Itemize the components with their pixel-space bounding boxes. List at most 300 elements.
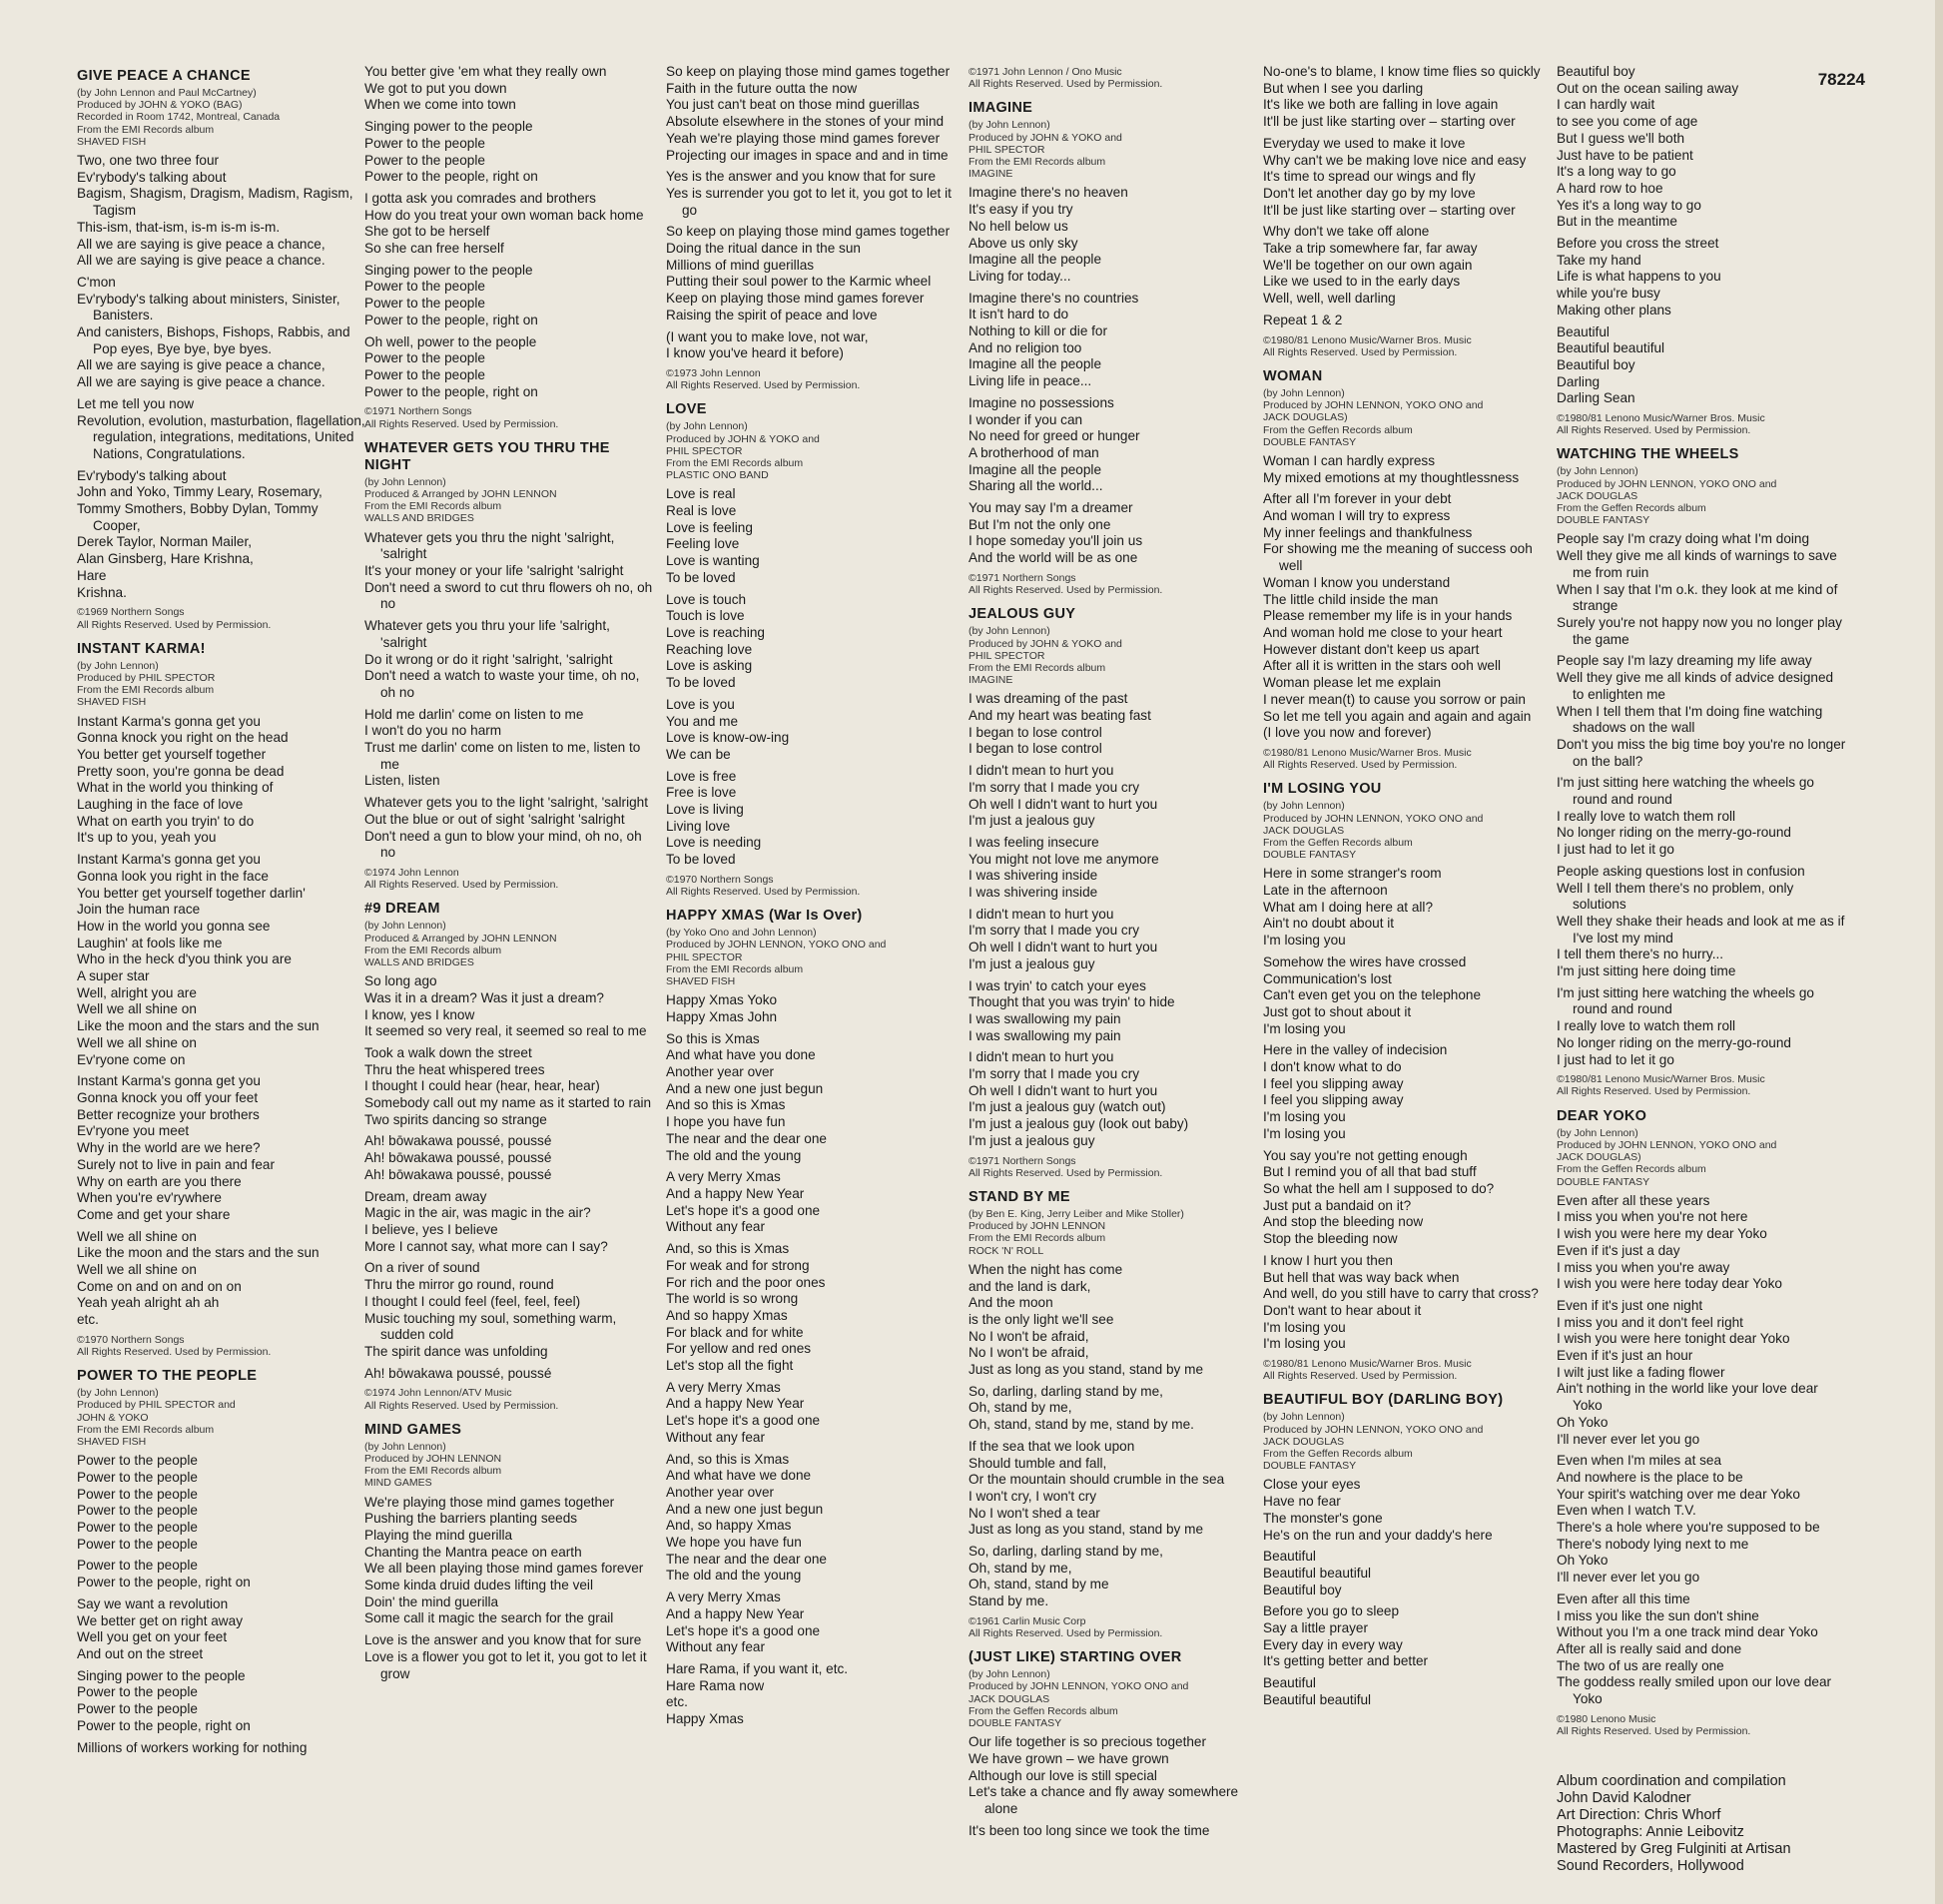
lyric-line: I was dreaming of the past (969, 691, 1128, 707)
lyric-line: It's time to spread our wings and fly (1263, 169, 1476, 185)
lyric-line: Even if it's just one night (1557, 1297, 1703, 1313)
lyric-line: Life is what happens to you (1557, 269, 1721, 285)
lyric-line: Communication's lost (1263, 970, 1392, 986)
lyric-line: Well they give me all kinds of warnings to save me from ruin (1557, 548, 1837, 580)
lyric-line: It's a long way to go (1557, 164, 1676, 180)
lyric-line: My mixed emotions at my thoughtlessness (1263, 469, 1520, 485)
lyric-line: After all it is written in the stars ooh well (1263, 658, 1501, 674)
lyric-stanza (666, 1661, 958, 1728)
lyric-stanza (666, 64, 958, 164)
lyric-line: Power to the people (77, 1701, 198, 1717)
lyric-stanza (77, 1073, 368, 1223)
lyric-line: There's nobody lying next to me (1557, 1536, 1749, 1552)
lyric-line: Revolution, evolution, masturbation, flagellation, regulation, integrations, meditations, United Nations, Congratulations. (77, 412, 365, 461)
lyric-stanza (364, 1133, 656, 1183)
copyright-notice: ©1974 John Lennon/ATV Music All Rights Reserved. Used by Permission. (364, 1387, 559, 1412)
lyric-stanza (969, 185, 1260, 285)
lyric-line: No I won't be afraid, (969, 1328, 1089, 1344)
lyric-line: Love is living (666, 802, 744, 818)
lyric-line: Beautiful beautiful (1263, 1565, 1372, 1581)
lyric-stanza (1557, 775, 1848, 859)
lyric-stanza (364, 1495, 656, 1628)
lyric-line: When I say that I'm o.k. they look at me kind of strange (1557, 581, 1838, 614)
lyric-line: I know I hurt you then (1263, 1252, 1393, 1268)
lyric-stanza (1263, 313, 1555, 329)
copyright-notice: ©1980/81 Lenono Music/Warner Bros. Music All Rights Reserved. Used by Permission. (1263, 746, 1472, 772)
lyric-line: Well we all shine on (77, 1228, 197, 1244)
lyric-line: Should tumble and fall, (969, 1455, 1107, 1471)
lyric-stanza (1263, 491, 1555, 742)
lyric-stanza (1263, 1042, 1555, 1142)
lyric-stanza (364, 334, 656, 401)
lyric-line: What on earth you tryin' to do (77, 813, 255, 829)
lyric-line: I wilt just like a fading flower (1557, 1364, 1725, 1380)
lyric-line: I miss you and it don't feel right (1557, 1314, 1743, 1330)
lyric-line: When I tell them that I'm doing fine watching shadows on the wall (1557, 703, 1823, 736)
lyric-line: Even if it's just a day (1557, 1242, 1680, 1258)
lyric-line: Like we used to in the early days (1263, 274, 1461, 290)
lyric-line: I just had to let it go (1557, 1051, 1674, 1067)
lyric-line: I believe, yes I believe (364, 1222, 498, 1237)
lyric-line: No-one's to blame, I know time flies so quickly (1263, 64, 1541, 79)
lyric-line: I wish you were here today dear Yoko (1557, 1276, 1782, 1292)
lyric-line: Can't even get you on the telephone (1263, 987, 1481, 1003)
lyric-line: I won't cry, I won't cry (969, 1488, 1097, 1504)
lyric-line: You say you're not getting enough (1263, 1147, 1468, 1163)
lyric-line: I just had to let it go (1557, 842, 1674, 858)
song-block (1557, 64, 1848, 436)
lyric-line: You may say I'm a dreamer (969, 500, 1133, 516)
lyric-line: Don't need a gun to blow your mind, oh no, oh no (364, 828, 642, 861)
lyric-line: I know you've heard it before) (666, 345, 844, 361)
lyric-line: C'mon (77, 274, 116, 290)
lyric-line: Hare Rama, if you want it, etc. (666, 1660, 849, 1676)
lyric-stanza (969, 1734, 1260, 1818)
song-block (666, 401, 958, 898)
lyric-line: I thought I could feel (feel, feel, feel) (364, 1293, 581, 1309)
song-block (969, 1189, 1260, 1639)
lyric-stanza (77, 852, 368, 1068)
lyric-line: Even if it's just an hour (1557, 1348, 1693, 1364)
lyric-stanza (77, 153, 368, 270)
lyric-line: Don't need a sword to cut thru flowers oh no, oh no (364, 579, 653, 612)
lyric-line: Some kinda druid dudes lifting the veil (364, 1578, 593, 1593)
lyric-stanza (666, 592, 958, 692)
song-block (666, 64, 958, 391)
lyric-line: I'm just a jealous guy (969, 813, 1095, 829)
lyric-line: And my heart was beating fast (969, 708, 1151, 724)
lyric-line: We'll be together on our own again (1263, 257, 1473, 273)
lyric-line: And the world will be as one (969, 550, 1138, 566)
lyric-line: I'm just sitting here watching the wheels go round and round (1557, 775, 1814, 808)
lyric-line: I'm losing you (1263, 1125, 1346, 1141)
lyric-line: I wonder if you can (969, 411, 1083, 427)
lyric-line: Why can't we be making love nice and easy (1263, 152, 1527, 168)
lyric-line: Oh Yoko (1557, 1553, 1609, 1569)
song-title: JEALOUS GUY (969, 606, 1076, 623)
lyric-line: Two spirits dancing so strange (364, 1111, 547, 1127)
song-title: GIVE PEACE A CHANCE (77, 68, 251, 84)
lyric-line: I was shivering inside (969, 868, 1098, 884)
lyric-line: I wish you were here my dear Yoko (1557, 1226, 1767, 1242)
lyric-line: Ev'rybody's talking about (77, 467, 227, 483)
lyric-line: Imagine there's no countries (969, 290, 1139, 306)
lyric-line: Yeah yeah alright ah ah (77, 1295, 220, 1311)
lyric-stanza (666, 486, 958, 586)
lyric-line: It's up to you, yeah you (77, 830, 217, 846)
song-credits: (by John Lennon) Produced by JOHN & YOKO and PHIL SPECTOR From the EMI Records album IMAGINE (969, 119, 1122, 181)
lyric-stanza (1263, 224, 1555, 308)
lyric-stanza (364, 1189, 656, 1256)
song-credits: (by John Lennon) Produced by PHIL SPECTOR From the EMI Records album SHAVED FISH (77, 659, 216, 709)
copyright-notice: ©1971 Northern Songs All Rights Reserved. Used by Permission. (969, 571, 1163, 597)
lyric-line: Without any fear (666, 1639, 765, 1655)
lyric-line: I feel you slipping away (1263, 1075, 1404, 1091)
lyric-line: A super star (77, 968, 150, 984)
lyric-line: Darling Sean (1557, 390, 1635, 406)
lyric-line: is the only light we'll see (969, 1311, 1114, 1327)
lyric-line: Like the moon and the stars and the sun (77, 1018, 320, 1034)
song-credits: (by John Lennon) Produced by PHIL SPECTOR and JOHN & YOKO From the EMI Records album SHAVED FISH (77, 1387, 236, 1449)
lyric-stanza (666, 1589, 958, 1656)
lyric-line: Love is know-ow-ing (666, 730, 790, 746)
lyric-line: Take my hand (1557, 252, 1641, 268)
lyric-line: Beautiful beautiful (1557, 340, 1665, 356)
lyric-line: The near and the dear one (666, 1551, 827, 1567)
lyric-line: But hell that was way back when (1263, 1269, 1460, 1285)
lyric-line: Surely not to live in pain and fear (77, 1156, 275, 1172)
lyric-line: All we are saying is give peace a chance. (77, 374, 325, 390)
lyric-line: I really love to watch them roll (1557, 1018, 1736, 1034)
lyric-stanza (364, 1045, 656, 1129)
lyric-line: And nowhere is the place to be (1557, 1469, 1743, 1485)
lyric-line: How do you treat your own woman back home (364, 207, 644, 223)
lyric-line: Gonna knock you right on the head (77, 730, 289, 746)
song-title: WHATEVER GETS YOU THRU THE NIGHT (364, 439, 610, 473)
lyric-line: Well we all shine on (77, 1262, 197, 1278)
lyric-line: Absolute elsewhere in the stones of your mind (666, 114, 945, 130)
lyric-line: I really love to watch them roll (1557, 808, 1736, 824)
lyric-stanza (364, 530, 656, 614)
lyric-line: It's like we both are falling in love again (1263, 97, 1499, 113)
lyric-line: You just can't beat on those mind guerillas (666, 97, 920, 113)
song-title: DEAR YOKO (1557, 1107, 1647, 1124)
lyric-line: I feel you slipping away (1263, 1092, 1404, 1108)
lyric-line: Well we all shine on (77, 1034, 197, 1050)
lyric-line: And a happy New Year (666, 1186, 805, 1201)
song-block (1263, 368, 1555, 771)
lyric-line: Love is touch (666, 591, 747, 607)
lyric-stanza (666, 1452, 958, 1586)
lyric-line: There's a hole where you're supposed to be (1557, 1520, 1820, 1536)
song-title: #9 DREAM (364, 901, 440, 918)
lyric-line: Well we all shine on (77, 1001, 197, 1017)
lyric-line: Stop the bleeding now (1263, 1231, 1398, 1247)
copyright-notice: ©1980/81 Lenono Music/Warner Bros. Music All Rights Reserved. Used by Permission. (1263, 333, 1472, 358)
lyric-line: Power to the people (77, 1520, 198, 1536)
lyric-line: The old and the young (666, 1568, 802, 1584)
lyric-line: Let's hope it's a good one (666, 1413, 821, 1429)
lyric-line: Power to the people, right on (364, 312, 538, 327)
lyric-stanza (77, 275, 368, 391)
lyric-line: It'll be just like starting over – starting over (1263, 202, 1516, 218)
lyric-line: Power to the people, right on (77, 1717, 251, 1733)
lyric-stanza (1557, 985, 1848, 1069)
lyric-line: Power to the people (77, 1486, 198, 1502)
lyric-line: I thought I could hear (hear, hear, hear) (364, 1078, 600, 1094)
lyric-line: You better give 'em what they really own (364, 64, 607, 79)
lyric-line: Playing the mind guerilla (364, 1527, 513, 1543)
lyric-line: And, so this is Xmas (666, 1451, 790, 1467)
lyric-line: We better get on right away (77, 1612, 243, 1628)
lyric-line: Thought that you was tryin' to hide (969, 994, 1175, 1010)
lyric-line: For weak and for strong (666, 1257, 810, 1273)
lyric-line: And so happy Xmas (666, 1307, 788, 1323)
lyric-line: Took a walk down the street (364, 1044, 532, 1060)
lyric-stanza (666, 992, 958, 1025)
copyright-notice: ©1970 Northern Songs All Rights Reserved. Used by Permission. (666, 873, 861, 899)
lyric-line: Free is love (666, 785, 737, 801)
lyric-line: Here in the valley of indecision (1263, 1042, 1448, 1058)
lyric-line: So long ago (364, 973, 437, 989)
lyric-line: Ah! bōwakawa poussé, poussé (364, 1365, 552, 1381)
lyric-stanza (666, 1380, 958, 1447)
lyric-line: Millions of mind guerillas (666, 257, 815, 273)
lyric-stanza (1263, 1603, 1555, 1670)
lyric-line: Ah! bōwakawa poussé, poussé (364, 1150, 552, 1166)
lyric-line: Without you I'm a one track mind dear Yoko (1557, 1624, 1818, 1640)
lyric-line: Love is reaching (666, 625, 765, 640)
lyric-line: Power to the people (364, 135, 485, 151)
lyric-line: I'm just sitting here watching the wheels go round and round (1557, 984, 1814, 1017)
copyright-notice: ©1980/81 Lenono Music/Warner Bros. Music All Rights Reserved. Used by Permission. (1263, 1358, 1472, 1383)
lyric-line: Like the moon and the stars and the sun (77, 1245, 320, 1261)
lyric-line: Feeling love (666, 536, 740, 552)
lyric-line: I never mean(t) to cause you sorrow or pain (1263, 691, 1526, 707)
lyric-line: Just have to be patient (1557, 147, 1693, 163)
lyric-line: John and Yoko, Timmy Leary, Rosemary, (77, 484, 323, 500)
lyric-line: On a river of sound (364, 1260, 480, 1276)
lyric-line: I began to lose control (969, 724, 1102, 740)
lyric-line: Pretty soon, you're gonna be dead (77, 763, 285, 779)
lyric-line: Listen, listen (364, 773, 440, 789)
lyric-stanza (666, 1031, 958, 1165)
copyright-notice: ©1971 Northern Songs All Rights Reserved. Used by Permission. (364, 405, 559, 430)
lyric-line: Making other plans (1557, 302, 1671, 317)
lyric-line: Love is free (666, 768, 737, 784)
lyric-line: Before you cross the street (1557, 236, 1719, 252)
lyric-line: Don't need a watch to waste your time, oh no, oh no (364, 668, 640, 700)
lyric-line: A very Merry Xmas (666, 1379, 781, 1395)
lyric-line: I'm just sitting here doing time (1557, 963, 1736, 979)
lyric-line: to see you come of age (1557, 114, 1698, 130)
copyright-notice: ©1980/81 Lenono Music/Warner Bros. Music All Rights Reserved. Used by Permission. (1557, 412, 1765, 437)
lyric-line: Just as long as you stand, stand by me (969, 1362, 1204, 1378)
lyric-line: The near and the dear one (666, 1130, 827, 1146)
lyric-line: Ah! bōwakawa poussé, poussé (364, 1133, 552, 1149)
lyric-line: After all is really said and done (1557, 1640, 1742, 1656)
lyric-line: I began to lose control (969, 741, 1102, 757)
lyric-line: And out on the street (77, 1645, 204, 1661)
lyric-line: Yeah we're playing those mind games forever (666, 130, 941, 146)
lyric-line: And woman I will try to express (1263, 508, 1451, 524)
lyric-line: And, so this is Xmas (666, 1241, 790, 1257)
lyric-line: Happy Xmas (666, 1711, 744, 1727)
lyric-line: No longer riding on the merry-go-round (1557, 1034, 1791, 1050)
lyric-line: I know, yes I know (364, 1006, 475, 1022)
lyric-line: I was feeling insecure (969, 834, 1099, 850)
lyric-stanza (364, 263, 656, 329)
song-credits: (by John Lennon and Paul McCartney) Produced by JOHN & YOKO (BAG) Recorded in Room 1742, Montreal, Canada From the EMI Records album SHAVED FISH (77, 87, 281, 148)
lyric-stanza (364, 1632, 656, 1682)
lyric-stanza (969, 1262, 1260, 1379)
lyric-line: Imagine all the people (969, 461, 1102, 477)
lyric-stanza (1263, 1675, 1555, 1708)
lyric-line: Woman I can hardly express (1263, 452, 1436, 468)
lyric-line: I'm losing you (1263, 1020, 1346, 1036)
lyric-stanza (364, 1260, 656, 1360)
lyric-line: Faith in the future outta the now (666, 80, 858, 96)
copyright-notice: ©1980/81 Lenono Music/Warner Bros. Music All Rights Reserved. Used by Permission. (1557, 1073, 1765, 1098)
lyric-line: Ev'rybody's talking about ministers, Sinister, Banisters. (77, 291, 340, 323)
lyric-line: And a new one just begun (666, 1080, 824, 1096)
song-block (1263, 781, 1555, 1382)
lyric-line: I'll never ever let you go (1557, 1570, 1700, 1586)
song-credits: (by John Lennon) Produced & Arranged by JOHN LENNON From the EMI Records album WALLS AND BRIDGES (364, 920, 557, 968)
lyric-line: You and me (666, 713, 739, 729)
lyric-line: Your spirit's watching over me dear Yoko (1557, 1486, 1800, 1502)
lyric-line: I don't know what to do (1263, 1059, 1402, 1075)
lyric-line: It's your money or your life 'salright 'salright (364, 562, 624, 578)
lyric-line: Two, one two three four (77, 153, 220, 169)
lyric-line: But I guess we'll both (1557, 130, 1685, 146)
lyric-stanza (969, 1544, 1260, 1610)
lyric-line: And well, do you still have to carry that cross? (1263, 1286, 1539, 1302)
lyric-line: Let's stop all the fight (666, 1358, 794, 1374)
song-block (969, 66, 1260, 90)
lyric-line: To be loved (666, 569, 736, 585)
lyric-line: We can be (666, 746, 731, 762)
song-credits: (by John Lennon) Produced by JOHN & YOKO and PHIL SPECTOR From the EMI Records album IMAGINE (969, 625, 1122, 687)
lyric-line: Surely you're not happy now you no longer play the game (1557, 615, 1842, 647)
lyric-line: Imagine all the people (969, 356, 1102, 372)
lyric-stanza (1557, 1193, 1848, 1293)
lyric-stanza (969, 978, 1260, 1045)
lyric-line: Power to the people (77, 1453, 198, 1469)
song-title: WATCHING THE WHEELS (1557, 446, 1739, 463)
lyric-line: This-ism, that-ism, is-m is-m is-m. (77, 219, 281, 235)
song-title: POWER TO THE PEOPLE (77, 1368, 258, 1385)
lyric-line: Power to the people (77, 1469, 198, 1485)
lyric-line: Love is you (666, 696, 735, 712)
lyric-stanza (1263, 453, 1555, 486)
lyric-line: Above us only sky (969, 235, 1078, 251)
lyric-line: Don't let another day go by my love (1263, 185, 1476, 201)
lyric-line: Just put a bandaid on it? (1263, 1197, 1412, 1213)
lyric-stanza (364, 191, 656, 258)
lyric-stanza (1263, 954, 1555, 1038)
lyric-stanza (969, 835, 1260, 902)
lyric-line: So this is Xmas (666, 1030, 760, 1046)
lyric-line: Singing power to the people (77, 1667, 246, 1683)
lyric-line: Magic in the air, was magic in the air? (364, 1205, 591, 1221)
lyric-line: Gonna look you right in the face (77, 868, 269, 884)
lyric-line: Oh, stand, stand by me, stand by me. (969, 1417, 1194, 1433)
lyric-line: Every day in every way (1263, 1636, 1403, 1652)
song-credits: (by John Lennon) Produced & Arranged by JOHN LENNON From the EMI Records album WALLS AND BRIDGES (364, 475, 557, 525)
catalog-number: 78224 (1817, 70, 1865, 89)
lyric-line: My inner feelings and thankfulness (1263, 524, 1473, 540)
lyric-line: I'm losing you (1263, 1336, 1346, 1352)
lyric-line: When you're ev'rywhere (77, 1190, 222, 1206)
lyric-line: Oh Yoko (1557, 1414, 1609, 1430)
lyric-line: I'll never ever let you go (1557, 1431, 1700, 1447)
lyric-line: I'm losing you (1263, 1109, 1346, 1125)
lyric-line: Don't you miss the big time boy you're no longer on the ball? (1557, 736, 1846, 769)
lyric-line: If the sea that we look upon (969, 1438, 1135, 1454)
lyric-stanza (77, 1596, 368, 1663)
lyric-line: For rich and the poor ones (666, 1274, 826, 1290)
lyric-line: But when I see you darling (1263, 80, 1424, 96)
lyric-line: Power to the people (364, 296, 485, 312)
song-title: (JUST LIKE) STARTING OVER (969, 1649, 1182, 1666)
lyric-line: He's on the run and your daddy's here (1263, 1527, 1493, 1543)
lyric-stanza (77, 396, 368, 463)
lyric-line: All we are saying is give peace a chance, (77, 357, 325, 373)
lyric-line: No I won't shed a tear (969, 1505, 1100, 1521)
lyric-line: Power to the people (77, 1536, 198, 1552)
lyric-stanza (1557, 1591, 1848, 1708)
song-credits: (by John Lennon) Produced by JOHN LENNON, YOKO ONO and JACK DOUGLAS From the Geffen Records album DOUBLE FANTASY (969, 1668, 1189, 1730)
song-block (1557, 446, 1848, 1097)
lyric-line: Oh well I didn't want to hurt you (969, 796, 1158, 812)
lyric-line: And the moon (969, 1295, 1053, 1311)
lyric-line: Living love (666, 818, 731, 834)
lyric-line: So keep on playing those mind games together (666, 224, 951, 240)
lyric-line: Well, well, well darling (1263, 291, 1396, 307)
lyric-line: Instant Karma's gonna get you (77, 852, 261, 868)
lyric-line: It seemed so very real, it seemed so real to me (364, 1023, 647, 1039)
lyric-line: I'm losing you (1263, 1319, 1346, 1335)
lyric-line: Everyday we used to make it love (1263, 135, 1466, 151)
song-title: INSTANT KARMA! (77, 640, 206, 657)
song-credits: (by Yoko Ono and John Lennon) Produced by JOHN LENNON, YOKO ONO and PHIL SPECTOR From the EMI Records album SHAVED FISH (666, 927, 887, 988)
lyric-line: Love is asking (666, 658, 753, 674)
lyric-line: Beautiful (1557, 323, 1610, 339)
lyric-stanza (364, 618, 656, 702)
lyric-line: And a new one just begun (666, 1501, 824, 1517)
lyric-line: Doing the ritual dance in the sun (666, 241, 861, 257)
lyric-line: Well I tell them there's no problem, only solutions (1557, 880, 1794, 913)
copyright-notice: ©1974 John Lennon All Rights Reserved. Used by Permission. (364, 866, 559, 892)
lyric-line: Hare (77, 567, 107, 583)
lyric-line: Even after all this time (1557, 1590, 1690, 1606)
lyric-line: Somebody call out my name as it started to rain (364, 1095, 652, 1111)
lyric-line: Come and get your share (77, 1206, 231, 1222)
lyric-line: For black and for white (666, 1324, 804, 1340)
lyric-stanza (77, 468, 368, 602)
lyric-stanza (1557, 1453, 1848, 1587)
lyric-line: Love is needing (666, 835, 762, 851)
lyric-line: Chanting the Mantra peace on earth (364, 1544, 582, 1560)
lyric-line: (I love you now and forever) (1263, 725, 1432, 741)
lyric-line: Thru the mirror go round, round (364, 1277, 554, 1293)
lyric-line: She got to be herself (364, 224, 490, 240)
lyric-line: More I cannot say, what more can I say? (364, 1238, 608, 1254)
lyric-line: Ev'rybody's talking about (77, 169, 227, 185)
lyric-line: Woman please let me explain (1263, 675, 1442, 691)
lyric-line: Love is real (666, 486, 736, 502)
